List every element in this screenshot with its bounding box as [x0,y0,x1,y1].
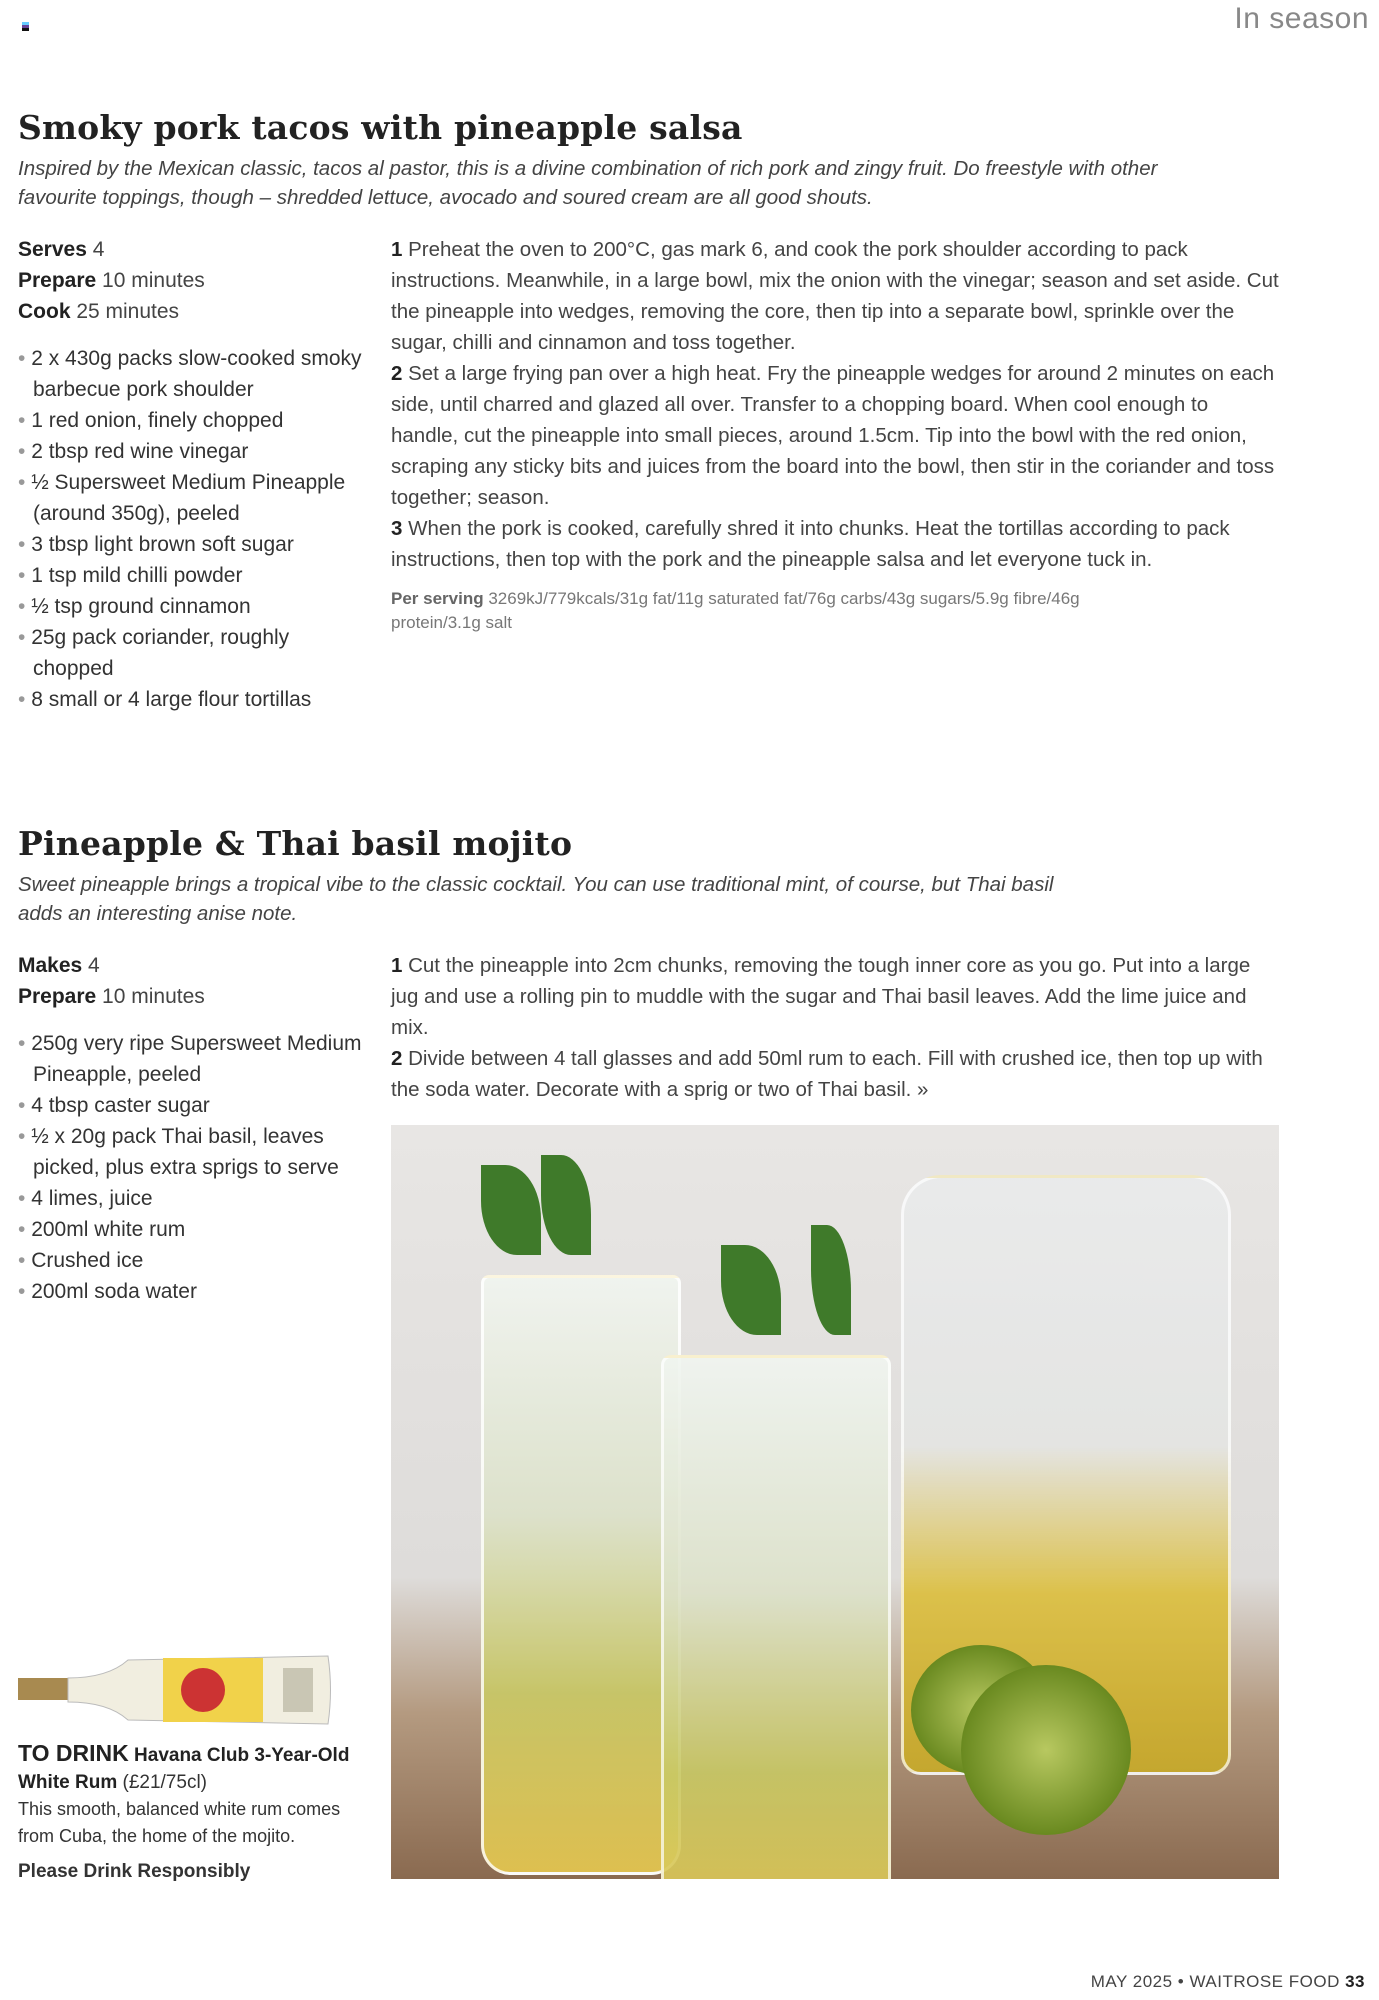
ingredient: • ½ x 20g pack Thai basil, leaves picked, plus extra sprigs to serve [18,1121,363,1183]
step: 2 Set a large frying pan over a high heat. Fry the pineapple wedges for around 2 minutes on each side, until charred and glazed all over. Transfer to a chopping board. When cool enough to handle, cut the pineapple into small pieces, around 1.5cm. Tip into the bowl with the red onion, scraping any sticky bits and juices from the board into the bowl, then stir in the coriander and toss together; season. [391,362,1275,509]
recipe1-meta [18,234,363,327]
step: 3 When the pork is cooked, carefully shred it into chunks. Heat the tortillas according to pack instructions, then top with the pork and the pineapple salsa and let everyone tuck in. [391,517,1230,571]
ingredient: • 4 tbsp caster sugar [18,1090,363,1121]
recipe2-method [391,950,1281,1105]
ingredient: • ½ tsp ground cinnamon [18,591,363,622]
recipe2-title: Pineapple & Thai basil mojito [18,824,573,863]
ingredient: • 3 tbsp light brown soft sugar [18,529,363,560]
nutrition-info: Per serving 3269kJ/779kcals/31g fat/11g saturated fat/76g carbs/43g sugars/5.9g fibre/46g protein/3.1g salt [391,589,1080,632]
responsibility-note: Please Drink Responsibly [18,1861,251,1882]
ingredient: • 200ml white rum [18,1214,363,1245]
ingredient: • 2 x 430g packs slow-cooked smoky barbecue pork shoulder [18,343,363,405]
section-label: In season [1234,2,1369,35]
page-footer: MAY 2025 • WAITROSE FOOD 33 [1090,1972,1365,1991]
ingredient: • 8 small or 4 large flour tortillas [18,684,363,715]
drink-pairing [18,1740,363,1885]
makes: Makes 4 [18,954,100,977]
mojito-photo [391,1125,1279,1879]
drink-price: (£21/75cl) [117,1772,207,1793]
ingredient: • 1 red onion, finely chopped [18,405,363,436]
ingredient: • ½ Supersweet Medium Pineapple (around 350g), peeled [18,467,363,529]
rum-bottle-image [18,1650,333,1730]
ingredient: • 25g pack coriander, roughly chopped [18,622,363,684]
serves: Serves 4 [18,238,105,261]
prepare-time: Prepare 10 minutes [18,985,205,1008]
recipe2-ingredients [18,1028,363,1307]
drink-description: This smooth, balanced white rum comes from Cuba, the home of the mojito. [18,1799,341,1846]
ingredient: • 250g very ripe Supersweet Medium Pineapple, peeled [18,1028,363,1090]
ingredient: • 1 tsp mild chilli powder [18,560,363,591]
ingredient: • Crushed ice [18,1245,363,1276]
cook-time: Cook 25 minutes [18,300,180,323]
drink-label: TO DRINK [18,1740,129,1766]
recipe2-intro: Sweet pineapple brings a tropical vibe to the classic cocktail. You can use traditional mint, of course, but Thai basil adds an interesting anise note. [18,873,1054,925]
recipe1-intro: Inspired by the Mexican classic, tacos al pastor, this is a divine combination of rich pork and zingy fruit. Do freestyle with other favourite toppings, though – shredded lettuce, avocado and soured cream are all good shouts. [18,157,1158,209]
color-marker [22,22,29,31]
ingredient: • 4 limes, juice [18,1183,363,1214]
step: 2 Divide between 4 tall glasses and add 50ml rum to each. Fill with crushed ice, then top up with the soda water. Decorate with a sprig or two of Thai basil. » [391,1047,1263,1101]
step: 1 Preheat the oven to 200°C, gas mark 6, and cook the pork shoulder according to pack instructions. Meanwhile, in a large bowl, mix the onion with the vinegar; season and set aside. Cut the pineapple into wedges, removing the core, then tip into a separate bowl, sprinkle over the sugar, chilli and cinnamon and toss together. [391,238,1279,354]
ingredient: • 200ml soda water [18,1276,363,1307]
recipe1-ingredients [18,343,363,715]
prepare-time: Prepare 10 minutes [18,269,205,292]
step: 1 Cut the pineapple into 2cm chunks, removing the tough inner core as you go. Put into a large jug and use a rolling pin to muddle with the sugar and Thai basil leaves. Add the lime juice and mix. [391,954,1251,1039]
page-number: 33 [1345,1972,1365,1991]
recipe1-method [391,234,1281,575]
recipe2-meta [18,950,363,1012]
ingredient: • 2 tbsp red wine vinegar [18,436,363,467]
recipe1-title: Smoky pork tacos with pineapple salsa [18,108,743,147]
drink-name: Havana Club 3-Year-Old White Rum [18,1745,350,1793]
recipe1 [18,106,1281,715]
